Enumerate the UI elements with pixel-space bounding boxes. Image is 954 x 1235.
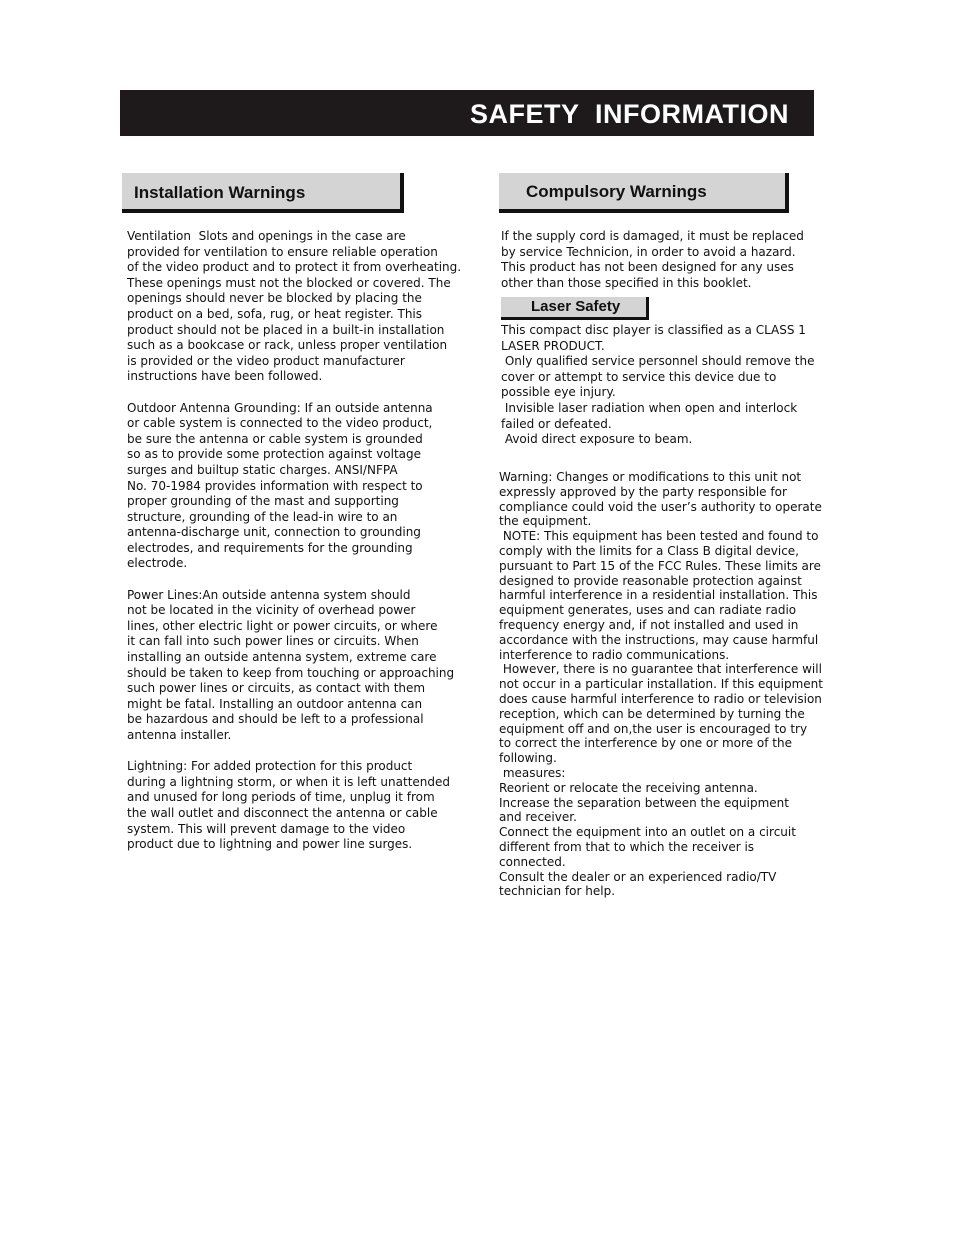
- installation-warnings-label: Installation Warnings: [134, 183, 306, 202]
- fcc-warning-paragraph: Warning: Changes or modifications to this unit not expressly approved by the party responsible for compliance could void the user’s authority to operate the equipment. NOTE: This equipment has been tested and found to comply with the limits for a Class B digital device, pursuant to Part 15 of the FCC Rules. These limits are designed to provide reasonable protection against harmful interference in a residential installation. This equipment generates, uses and can radiate radio frequency energy and, if not installed and used in accordance with the instructions, may cause harmful interference to radio communications. However, there is no guarantee that interference will not occur in a particular installation. If this equipment does cause harmful interference to radio or television reception, which can be determined by turning the equipment off and on,the user is encouraged to try to correct the interference by one or more of the following. measures: Reorient or relocate the receiving antenna. Increase the separation between the equipment and receiver. Connect the equipment into an outlet on a circuit different from that to which the receiver is connected. Consult the dealer or an experienced radio/TV technician for help.: [499, 470, 823, 899]
- ventilation-paragraph: Ventilation Slots and openings in the case are provided for ventilation to ensure reliable operation of the video product and to protect it from overheating. These openings must not the blocked or covered. The openings should never be blocked by placing the product on a bed, sofa, rug, or heat register. This product should not be placed in a built-in installation such as a bookcase or rack, unless proper ventilation is provided or the video product manufacturer instructions have been followed.: [127, 229, 462, 384]
- laser-safety-label: Laser Safety: [531, 298, 621, 315]
- supply-cord-text: [501, 229, 804, 291]
- laser-safety-header: [501, 297, 649, 320]
- power-lines-paragraph: Power Lines:An outside antenna system should not be located in the vicinity of overhead power lines, other electric light or power circuits, or where it can fall into such power lines or circuits. When installing an outside antenna system, extreme care should be taken to keep from touching or approaching such power lines or circuits, as contact with them might be fatal. Installing an outdoor antenna can be hazardous and should be left to a professional antenna installer.: [127, 587, 455, 742]
- title-bar: [120, 90, 814, 136]
- page-title: SAFETY INFORMATION: [470, 99, 789, 129]
- installation-warnings-text: [127, 229, 461, 868]
- supply-cord-paragraph: If the supply cord is damaged, it must be replaced by service Technicion, in order to avoid a hazard. This product has not been designed for any uses other than those specified in this booklet.: [501, 229, 804, 290]
- compulsory-warnings-label: Compulsory Warnings: [526, 182, 707, 201]
- compulsory-warnings-header: [499, 173, 789, 213]
- installation-warnings-header: [122, 173, 404, 213]
- lightning-paragraph: Lightning: For added protection for this product during a lightning storm, or when it is left unattended and unused for long periods of time, unplug it from the wall outlet and disconnect the antenna or cable system. This will prevent damage to the video product due to lightning and power line surges.: [127, 759, 451, 852]
- fcc-warning-text: [499, 470, 823, 899]
- antenna-grounding-paragraph: Outdoor Antenna Grounding: If an outside antenna or cable system is connected to the video product, be sure the antenna or cable system is grounded so as to provide some protection against voltage surges and builtup static charges. ANSI/NFPA No. 70-1984 provides information with respect to proper grounding of the mast and supporting structure, grounding of the lead-in wire to an antenna-discharge unit, connection to grounding electrodes, and requirements for the grounding electrode.: [127, 400, 433, 571]
- laser-safety-text: [501, 323, 814, 448]
- laser-safety-paragraph: This compact disc player is classified as a CLASS 1 LASER PRODUCT. Only qualified service personnel should remove the cover or attempt to service this device due to possible eye injury. Invisible laser radiation when open and interlock failed or defeated. Avoid direct exposure to beam.: [501, 323, 815, 447]
